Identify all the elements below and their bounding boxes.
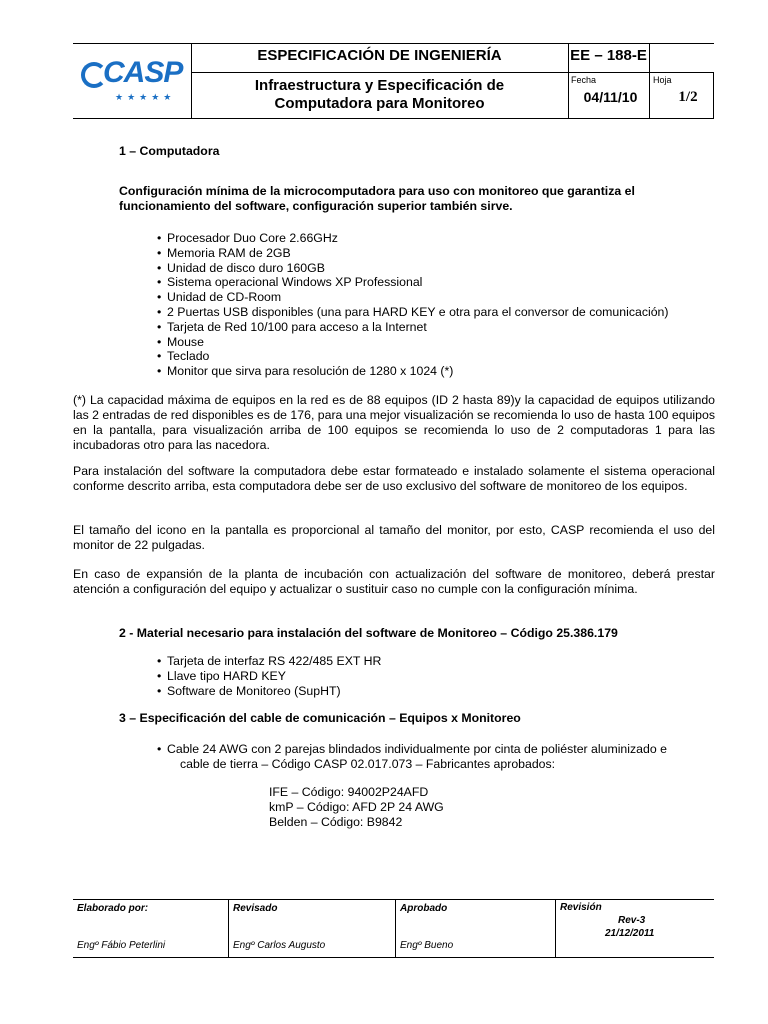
section2-heading: 2 - Material necesario para instalación del software de Monitoreo – Código 25.386.179 (119, 626, 618, 640)
casp-logo (81, 56, 191, 104)
list-item: • Teclado (157, 349, 717, 364)
fecha-value: 04/11/10 (583, 89, 638, 105)
install-paragraph: Para instalación del software la computadora debe estar formateado e instalado solamente el sistema operacional conforme descrito arriba, esta computadora debe ser de uso exclusivo del software de monitoreo de los equipos. (73, 464, 715, 493)
list-item: • Procesador Duo Core 2.66GHz (157, 231, 717, 246)
divider (555, 900, 556, 957)
section1-heading: 1 – Computadora (119, 144, 220, 158)
divider (191, 72, 714, 73)
divider (649, 44, 650, 118)
logo-stars: ★★★★★ (115, 92, 176, 102)
aprobado-value: Engº Bueno (400, 940, 454, 951)
maker-belden: Belden – Código: B9842 (269, 815, 403, 829)
cable-spec-list (157, 742, 717, 757)
list-item: • 2 Puertas USB disponibles (una para HARD KEY e otra para el conversor de comunicación) (157, 305, 717, 320)
hoja-label: Hoja (653, 75, 672, 85)
material-list (157, 654, 717, 698)
elaborado-label: Elaborado por: (77, 903, 149, 914)
monitor-size-paragraph: El tamaño del icono en la pantalla es proporcional al tamaño del monitor, por esto, CASP recomienda el uso del monitor de 22 pulgadas. (73, 523, 715, 552)
document-title: ESPECIFICACIÓN DE INGENIERÍA (257, 47, 502, 64)
section3-heading: 3 – Especificación del cable de comunicación – Equipos x Monitoreo (119, 711, 521, 725)
list-item: • Llave tipo HARD KEY (157, 669, 717, 684)
revision-date: 21/12/2011 (605, 928, 655, 939)
elaborado-value: Engº Fábio Peterlini (77, 940, 166, 951)
list-item: • Mouse (157, 335, 717, 350)
list-item: • Memoria RAM de 2GB (157, 246, 717, 261)
fecha-label: Fecha (571, 75, 597, 85)
cable-spec-continuation: cable de tierra – Código CASP 02.017.073 – Fabricantes aprobados: (180, 757, 556, 771)
list-item: • Monitor que sirva para resolución de 1280 x 1024 (*) (157, 364, 717, 379)
hardware-requirements-list (157, 231, 717, 379)
list-item: • Tarjeta de Red 10/100 para acceso a la Internet (157, 320, 717, 335)
revision-label: Revisión (560, 902, 602, 913)
list-item: • Cable 24 AWG con 2 parejas blindados individualmente por cinta de poliéster aluminizado e (157, 742, 717, 757)
maker-ife: IFE – Código: 94002P24AFD (269, 785, 429, 799)
approved-makers (269, 785, 569, 830)
document-number: EE – 188-E (570, 47, 647, 64)
divider (713, 72, 714, 118)
list-item: • Software de Monitoreo (SupHT) (157, 684, 717, 699)
maker-kmp: kmP – Código: AFD 2P 24 AWG (269, 800, 444, 814)
hoja-value: 1/2 (678, 89, 698, 105)
revision-value: Rev-3 (618, 915, 646, 926)
revisado-value: Engº Carlos Augusto (233, 940, 326, 951)
footer-table (73, 899, 714, 958)
list-item: • Unidad de CD-Room (157, 290, 717, 305)
header-table (73, 43, 714, 119)
section1-intro: Configuración mínima de la microcomputadora para uso con monitoreo que garantiza el funcionamiento del software, configuración superior también sirve. (119, 184, 635, 213)
document-subtitle: Infraestructura y Especificación de Computadora para Monitoreo (254, 77, 505, 112)
list-item: • Tarjeta de interfaz RS 422/485 EXT HR (157, 654, 717, 669)
capacity-note: (*) La capacidad máxima de equipos en la red es de 88 equipos (ID 2 hasta 89)y la capacidad de equipos utilizando las 2 entradas de red disponibles es de 176, para una mejor visualización se recomienda lo uso de hasta 100 equipos en la pantalla, para visualización arriba de 100 equipos se recomienda lo uso de 2 computadoras 1 para las incubadoras otro para las nacedora. (73, 393, 715, 452)
aprobado-label: Aprobado (400, 903, 448, 914)
divider (395, 900, 396, 957)
divider (228, 900, 229, 957)
logo-text: CASP (103, 56, 183, 89)
expansion-paragraph: En caso de expansión de la planta de incubación con actualización del software de monitoreo, deberá prestar atención a configuración del equipo y actualizar o sustituir caso no cumple con la configuración mínima. (73, 567, 715, 596)
list-item: • Sistema operacional Windows XP Professional (157, 275, 717, 290)
revisado-label: Revisado (233, 903, 278, 914)
list-item: • Unidad de disco duro 160GB (157, 261, 717, 276)
